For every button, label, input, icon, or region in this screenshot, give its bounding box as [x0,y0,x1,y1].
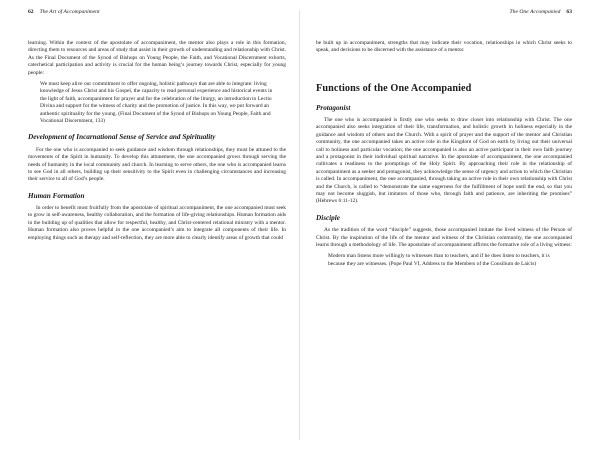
paragraph-continued: be built up in accompaniment, strengths that may indicate their vocation, relationships in which Christ seeks to speak, and decisions to be discerned with the assistance of a mentor. [316,40,572,54]
paragraph-intro: learning. Within the context of the apostolate of accompaniment, the mentor also plays a role in this formation, directing them to resources and areas of study that assist in their growth of understanding and relationship with Christ. As the Final Document of the Synod of Bishops on Young People, the Faith, and Vocational Discernment exhorts, catechetical participation and activity is crucial for the human being’s journey towards Christ, especially for young people: [28,40,286,76]
right-page-number: 63 [566,9,572,15]
paragraph-service: For the one who is accompanied to seek guidance and wisdom through relationships, they must be attuned to the movements of the Spirit in humanity. To develop this attunement, the one accompanied grows through serving the needs of humanity in the local community and church. In learning to serve others, the one who is accompanied learns to see God in all others, building up their sensitivity to the Spirit even in challenging circumstances and increasing their service to all of God’s people. [28,146,286,183]
heading-protagonist: Protagonist [316,103,351,112]
left-page-text [28,40,286,246]
left-running-head [28,9,100,15]
paragraph-disciple: As the tradition of the word “disciple” suggests, those accompanied imitate the lived witness of the Person of Christ. By the inspiration of the life of the mentor and witness of the Christian community, the one accompanied learns through a methodology of life. The apostolate of accompaniment affirms the formative role of a living witness: [316,227,572,248]
paragraph-human-formation: In order to benefit most fruitfully from the apostolate of spiritual accompaniment, the one accompanied must seek to grow in self-awareness, healthy collaboration, and the formation of life-giving relationships. Human formation aids in the building up of qualities that allow for respectful, healthy, and Christ-centered relational ministry with a mentor. Human formation also proves helpful in the one accompanied’s aim to integrate all components of their life. In employing things such as therapy and self-reflection, they are more able to clearly identify areas of growth that could [28,205,286,241]
section-heading-functions: Functions of the One Accompanied [316,82,472,94]
left-page-number: 62 [28,9,34,15]
block-quote-synod: We must keep alive our commitment to offer ongoing, holistic pathways that are able to integrate: living knowledge of Jesus Christ and his Gospel, the capacity to read personal experience and historical events in the light of faith, accompaniment for prayer and for the celebration of the liturgy, an introduction to Lectio Divina and support for the witness of charity and the promotion of justice. In this way, we put forward an authentic spirituality for the young. (Final Document of the Synod of Bishops on Young People, Faith and Vocational Discernment, 133) [40,81,273,125]
left-running-title: The Art of Accompaniment [39,9,100,15]
right-page [300,0,600,450]
right-running-title: The One Accompanied [509,9,561,15]
heading-disciple: Disciple [316,213,340,222]
right-page-text [316,40,572,274]
heading-incarnational-service: Development of Incarnational Sense of Service and Spirituality [28,133,216,142]
block-quote-paul-vi: Modern man listens more willingly to witnesses than to teachers, and if he does listen to teachers, it is because they are witnesses. (Pope Paul VI, Address to the Members of the Consilium de Laicis) [328,253,550,267]
paragraph-protagonist: The one who is accompanied is firstly one who seeks to draw closer into relationship with Christ. The one accompanied also seeks integration of their life, transformation, and holistic growth in holiness especially in the guidance and wisdom of others and the Church. With a spirit of prayer and the support of the mentor and Christian community, the one accompanied takes an active role in the Kingdom of God on earth by living out their universal call to holiness and particular vocation; the one accompanied is also an active participant in their own faith journey and a protagonist in their individual spiritual narrative. In the apostolate of accompaniment, the one accompanied cultivates a readiness to the promptings of the Holy Spirit. By approaching their role in the relationship of accompaniment as a seeker and protagonist, they acknowledge the sense of urgency and action to which the Christian is called. In accompaniment, the one accompanied, through taking an active role in their own relationship with Christ and the Church, is called to “demonstrate the same eagerness for the fulfillment of hope until the end, so that you may not become sluggish, but imitators of those who, through faith and patience, are inheriting the promises” (Hebrews 6:11-12). [316,116,572,205]
right-running-head [510,9,572,15]
heading-human-formation: Human Formation [28,191,85,200]
